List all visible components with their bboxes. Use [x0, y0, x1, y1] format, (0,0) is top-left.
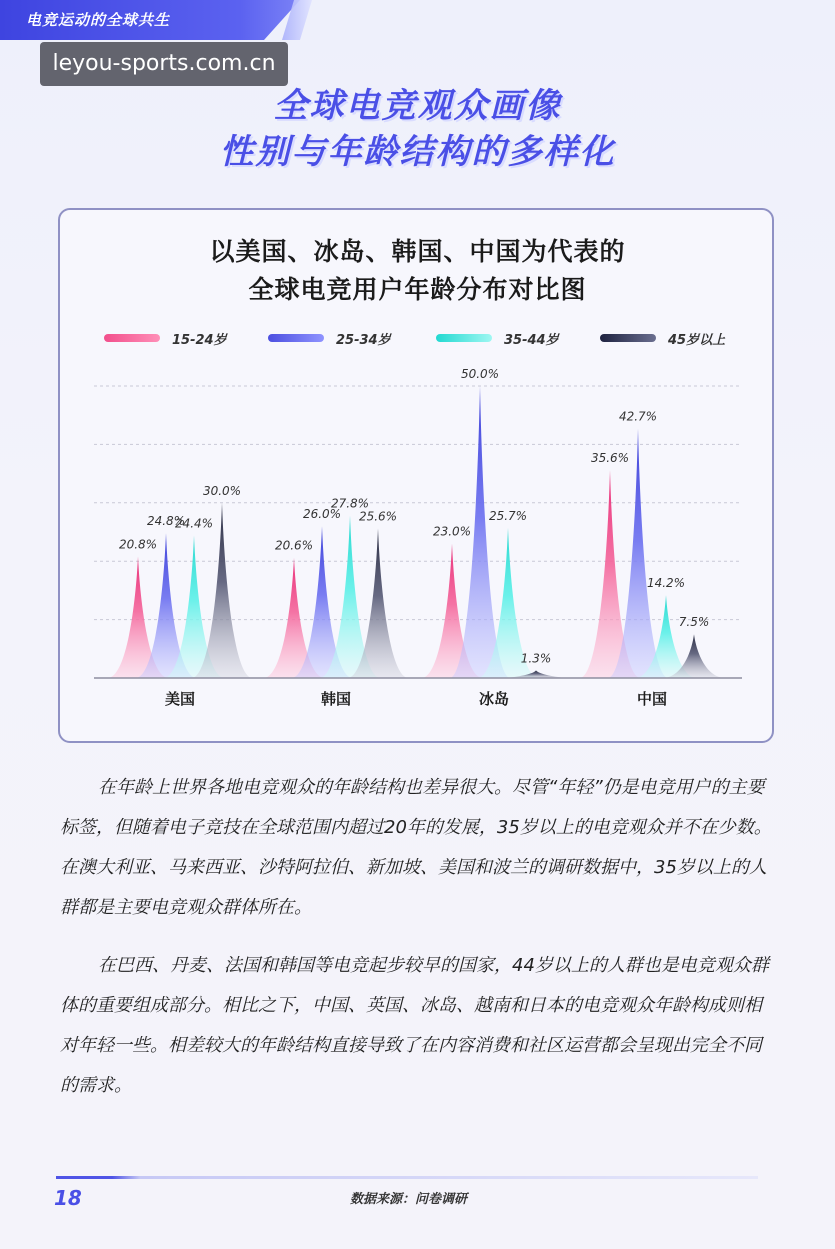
page-title-line2: 性别与年龄结构的多样化: [219, 132, 616, 172]
body-paragraph-1: 在年龄上世界各地电竞观众的年龄结构也差异很大。尽管“年轻”仍是电竞用户的主要标签，但随着电子竞技在全球范围内超过20年的发展，35岁以上的电竞观众并不在少数。在澳大利亚、马来西亚、沙特阿拉伯、新加坡、美国和波兰的调研数据中，35岁以上的人群都是主要电竞观众群体所在。: [60, 777, 772, 918]
legend-label: 35-44岁: [504, 332, 559, 348]
data-label: 35.6%: [590, 451, 630, 466]
data-label: 25.6%: [358, 509, 398, 524]
data-label: 20.8%: [118, 537, 158, 552]
data-label: 50.0%: [460, 367, 500, 381]
data-label: 42.7%: [618, 409, 658, 424]
chart-title-line1: 以美国、冰岛、韩国、中国为代表的: [209, 237, 626, 266]
legend-label: 15-24岁: [172, 332, 227, 348]
data-label: 24.4%: [174, 516, 214, 531]
data-label: 25.7%: [488, 508, 528, 523]
data-label: 14.2%: [646, 576, 686, 591]
page-number: 18: [54, 1186, 82, 1210]
category-label: 冰岛: [478, 690, 510, 708]
data-source: 数据来源：问卷调研: [350, 1192, 468, 1207]
data-label: 24.8%: [146, 514, 186, 529]
body-paragraph-2: 在巴西、丹麦、法国和韩国等电竞起步较早的国家，44岁以上的人群也是电竞观众群体的重要组成部分。相比之下，中国、英国、冰岛、越南和日本的电竞观众年龄构成则相对年轻一些。相差较大的年龄结构直接导致了在内容消费和社区运营都会呈现出完全不同的需求。: [60, 955, 769, 1096]
category-label: 中国: [636, 690, 668, 708]
category-label: 美国: [164, 690, 196, 708]
chart-title-line2: 全球电竞用户年龄分布对比图: [248, 275, 587, 304]
legend-label: 25-34岁: [336, 332, 391, 348]
watermark: leyou-sports.com.cn: [40, 42, 288, 86]
data-label: 26.0%: [302, 507, 342, 522]
data-label: 20.6%: [274, 538, 314, 553]
data-label: 1.3%: [520, 651, 552, 666]
legend-label: 45岁以上: [668, 332, 726, 348]
data-label: 27.8%: [330, 496, 370, 511]
page-title-line1: 全球电竞观众画像: [273, 86, 562, 126]
section-label: 电竞运动的全球共生: [26, 11, 171, 29]
data-label: 30.0%: [202, 483, 242, 498]
footer-divider: [56, 1176, 758, 1179]
category-label: 韩国: [320, 690, 352, 708]
data-label: 7.5%: [678, 615, 710, 630]
data-label: 23.0%: [432, 524, 472, 539]
